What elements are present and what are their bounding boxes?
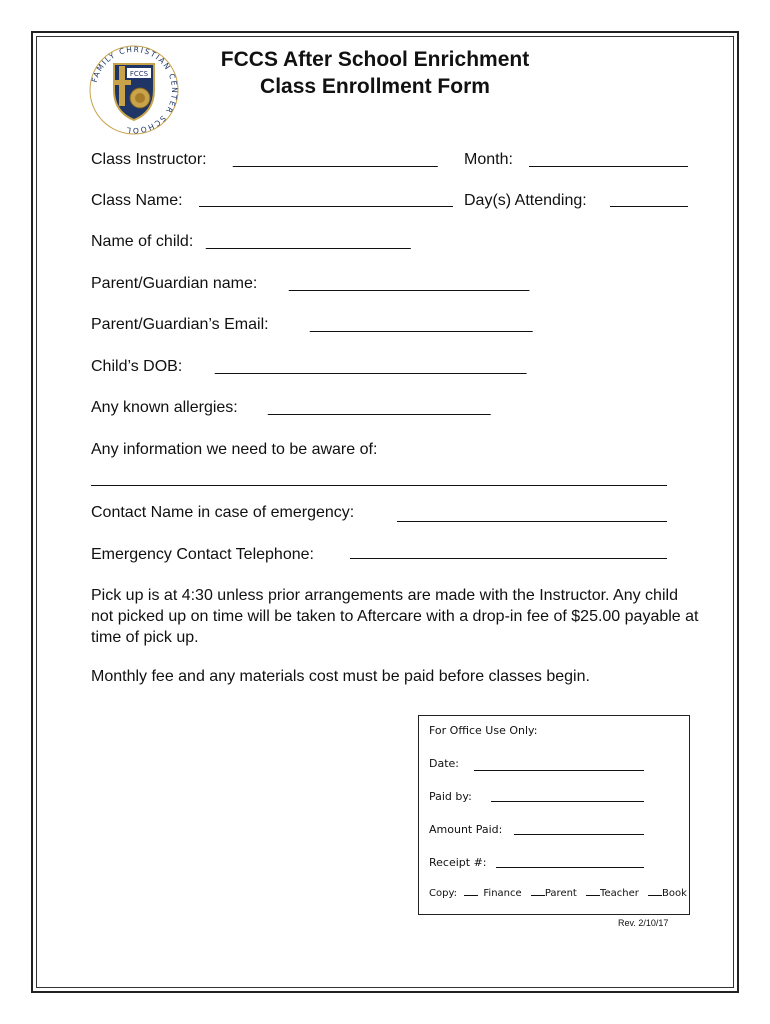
office-date-field[interactable] (474, 770, 644, 771)
copy-teacher-check[interactable] (586, 895, 600, 896)
pickup-note: Pick up is at 4:30 unless prior arrangements are made with the Instructor. Any child not picked up on time will be taken to Aftercare with a drop-in fee of $25.00 payable at time of pick up. (91, 587, 699, 646)
copy-teacher-label: Teacher (600, 888, 639, 899)
school-logo (86, 42, 182, 138)
class-name-field[interactable] (199, 206, 453, 207)
copy-parent-label: Parent (544, 888, 577, 899)
copy-book-check[interactable] (648, 895, 662, 896)
info-field[interactable] (91, 485, 667, 486)
class-instructor-blank[interactable]: _______________________ (233, 151, 438, 168)
name-of-child-blank[interactable]: _______________________ (206, 233, 411, 250)
office-copy-label: Copy: (429, 888, 458, 899)
emergency-contact-field[interactable] (397, 521, 667, 522)
child-dob-label: Child’s DOB: (91, 358, 183, 375)
days-attending-field[interactable] (610, 206, 688, 207)
fee-note: Monthly fee and any materials cost must be paid before classes begin. (91, 668, 590, 685)
info-label: Any information we need to be aware of: (91, 441, 378, 458)
office-copy-row (429, 888, 687, 899)
office-receipt-label: Receipt #: (429, 856, 487, 869)
child-dob-blank[interactable]: ___________________________________ (215, 358, 527, 375)
office-date-label: Date: (429, 757, 459, 770)
office-amount-paid-field[interactable] (514, 834, 644, 835)
parent-email-label: Parent/Guardian’s Email: (91, 316, 269, 333)
copy-finance-check[interactable] (464, 895, 478, 896)
month-label: Month: (464, 151, 513, 168)
parent-email-blank[interactable]: _________________________ (310, 316, 533, 333)
class-name-label: Class Name: (91, 192, 183, 209)
emergency-phone-label: Emergency Contact Telephone: (91, 546, 314, 563)
office-heading: For Office Use Only: (429, 724, 538, 737)
office-paid-by-field[interactable] (491, 801, 644, 802)
office-amount-paid-label: Amount Paid: (429, 823, 503, 836)
title-line-1: FCCS After School Enrichment (220, 48, 530, 71)
logo-shield-text: FCCS (129, 70, 149, 78)
office-receipt-field[interactable] (496, 867, 644, 868)
allergies-label: Any known allergies: (91, 399, 238, 416)
name-of-child-label: Name of child: (91, 233, 194, 250)
revision-date: Rev. 2/10/17 (618, 918, 669, 928)
parent-name-blank[interactable]: ___________________________ (289, 275, 530, 292)
office-use-box (418, 715, 690, 915)
parent-name-label: Parent/Guardian name: (91, 275, 258, 292)
emergency-contact-label: Contact Name in case of emergency: (91, 504, 355, 521)
title-line-2: Class Enrollment Form (260, 75, 490, 98)
copy-parent-check[interactable] (531, 895, 545, 896)
office-paid-by-label: Paid by: (429, 790, 472, 803)
month-field[interactable] (529, 166, 688, 167)
emergency-phone-field[interactable] (350, 558, 667, 559)
copy-finance-label: Finance (483, 888, 522, 899)
page-title (170, 46, 580, 100)
days-attending-label: Day(s) Attending: (464, 192, 587, 209)
copy-book-label: Book (662, 888, 687, 899)
class-instructor-label: Class Instructor: (91, 151, 207, 168)
allergies-blank[interactable]: _________________________ (268, 399, 491, 416)
logo-ring-text: FAMILY CHRISTIAN CENTER SCHOOL (89, 44, 180, 136)
